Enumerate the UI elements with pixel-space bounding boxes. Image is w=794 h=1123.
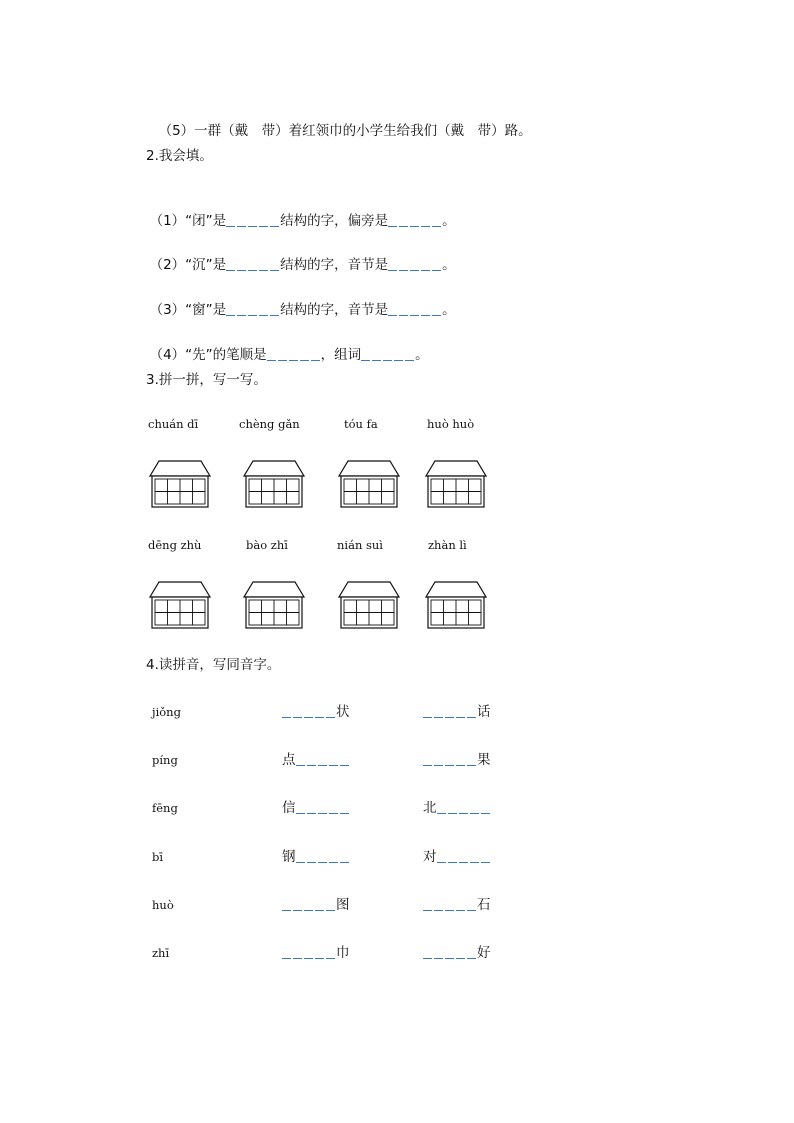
house-grid-icon: [243, 581, 305, 629]
q4-word: [282, 750, 350, 770]
q1-item-5: [150, 101, 532, 141]
q2-item-1: [141, 191, 456, 231]
tian-grid-house[interactable]: [338, 460, 400, 508]
house-grid-icon: [149, 460, 211, 508]
answer-blank[interactable]: [423, 705, 477, 718]
answer-blank[interactable]: [296, 753, 350, 766]
q4-pinyin: huò: [152, 898, 174, 912]
answer-blank[interactable]: [226, 214, 280, 227]
q1-item-5-text: （5）一群（戴 带）着红领巾的小学生给我们（戴 带）路。: [158, 123, 532, 139]
answer-blank[interactable]: [388, 258, 442, 271]
q4-word: [423, 750, 491, 770]
house-grid-icon: [243, 460, 305, 508]
answer-blank[interactable]: [388, 214, 442, 227]
answer-blank[interactable]: [296, 801, 350, 814]
q2-item-1-part-c: 。: [442, 213, 456, 229]
q4-char: 钢: [282, 849, 296, 865]
q4-word: [423, 847, 491, 867]
q2-item-2: [141, 235, 456, 275]
pinyin-label: nián suì: [337, 538, 383, 552]
answer-blank[interactable]: [423, 946, 477, 959]
answer-blank[interactable]: [226, 258, 280, 271]
q4-word: [282, 895, 350, 915]
q2-item-4-part-a: （4）“先”的笔顺是: [149, 347, 267, 363]
q4-char: 石: [477, 897, 491, 913]
answer-blank[interactable]: [282, 946, 336, 959]
answer-blank[interactable]: [423, 898, 477, 911]
q2-title: 2.我会填。: [146, 148, 213, 164]
tian-grid-house[interactable]: [338, 581, 400, 629]
q2-item-3-part-b: 结构的字，音节是: [280, 302, 389, 318]
q2-item-4: [141, 325, 429, 365]
q4-title: 4.读拼音，写同音字。: [146, 657, 281, 673]
q4-char: 点: [282, 752, 296, 768]
pinyin-label: chuán dī: [148, 417, 199, 431]
house-grid-icon: [338, 460, 400, 508]
q4-pinyin: bī: [152, 850, 164, 864]
tian-grid-house[interactable]: [149, 581, 211, 629]
q4-word: [282, 798, 350, 818]
q2-item-1-part-a: （1）“闭”是: [149, 213, 227, 229]
answer-blank[interactable]: [388, 303, 442, 316]
answer-blank[interactable]: [282, 705, 336, 718]
q4-char: 巾: [336, 945, 350, 961]
answer-blank[interactable]: [437, 801, 491, 814]
q4-word: [423, 943, 491, 963]
q4-char: 状: [336, 704, 350, 720]
pinyin-label: chèng gǎn: [239, 417, 300, 431]
q4-pinyin: fēng: [152, 801, 178, 815]
q2-item-2-part-a: （2）“沉”是: [149, 257, 227, 273]
pinyin-label: huò huò: [427, 417, 475, 431]
house-grid-icon: [338, 581, 400, 629]
answer-blank[interactable]: [267, 348, 321, 361]
q4-pinyin: píng: [152, 753, 178, 767]
q4-char: 对: [423, 849, 437, 865]
q4-word: [423, 798, 491, 818]
q4-word: [282, 847, 350, 867]
pinyin-label: tóu fa: [344, 417, 378, 431]
q4-char: 北: [423, 800, 437, 816]
q2-item-2-part-c: 。: [442, 257, 456, 273]
tian-grid-house[interactable]: [149, 460, 211, 508]
q4-word: [282, 943, 350, 963]
q4-char: 话: [477, 704, 491, 720]
answer-blank[interactable]: [437, 850, 491, 863]
answer-blank[interactable]: [361, 348, 415, 361]
q2-item-2-part-b: 结构的字，音节是: [280, 257, 389, 273]
q2-item-3-part-a: （3）“窗”是: [149, 302, 227, 318]
house-grid-icon: [425, 581, 487, 629]
tian-grid-house[interactable]: [425, 460, 487, 508]
q4-word: [423, 895, 491, 915]
pinyin-label: zhàn lì: [428, 538, 467, 552]
tian-grid-house[interactable]: [243, 581, 305, 629]
q4-char: 果: [477, 752, 491, 768]
q2-item-3: [141, 280, 456, 320]
q2-item-3-part-c: 。: [442, 302, 456, 318]
pinyin-label: dēng zhù: [148, 538, 202, 552]
q4-word: [282, 702, 350, 722]
q4-word: [423, 702, 491, 722]
house-grid-icon: [425, 460, 487, 508]
pinyin-label: bào zhī: [246, 538, 288, 552]
tian-grid-house[interactable]: [243, 460, 305, 508]
house-grid-icon: [149, 581, 211, 629]
q4-pinyin: jiǒng: [152, 705, 181, 719]
q2-item-4-part-b: ，组词: [320, 347, 362, 363]
answer-blank[interactable]: [296, 850, 350, 863]
q4-char: 图: [336, 897, 350, 913]
q4-char: 信: [282, 800, 296, 816]
answer-blank[interactable]: [226, 303, 280, 316]
answer-blank[interactable]: [423, 753, 477, 766]
q3-title: 3.拼一拼，写一写。: [146, 372, 267, 388]
tian-grid-house[interactable]: [425, 581, 487, 629]
answer-blank[interactable]: [282, 898, 336, 911]
q2-item-1-part-b: 结构的字，偏旁是: [280, 213, 389, 229]
q4-char: 好: [477, 945, 491, 961]
q4-pinyin: zhī: [152, 946, 170, 960]
q2-item-4-part-c: 。: [415, 347, 429, 363]
